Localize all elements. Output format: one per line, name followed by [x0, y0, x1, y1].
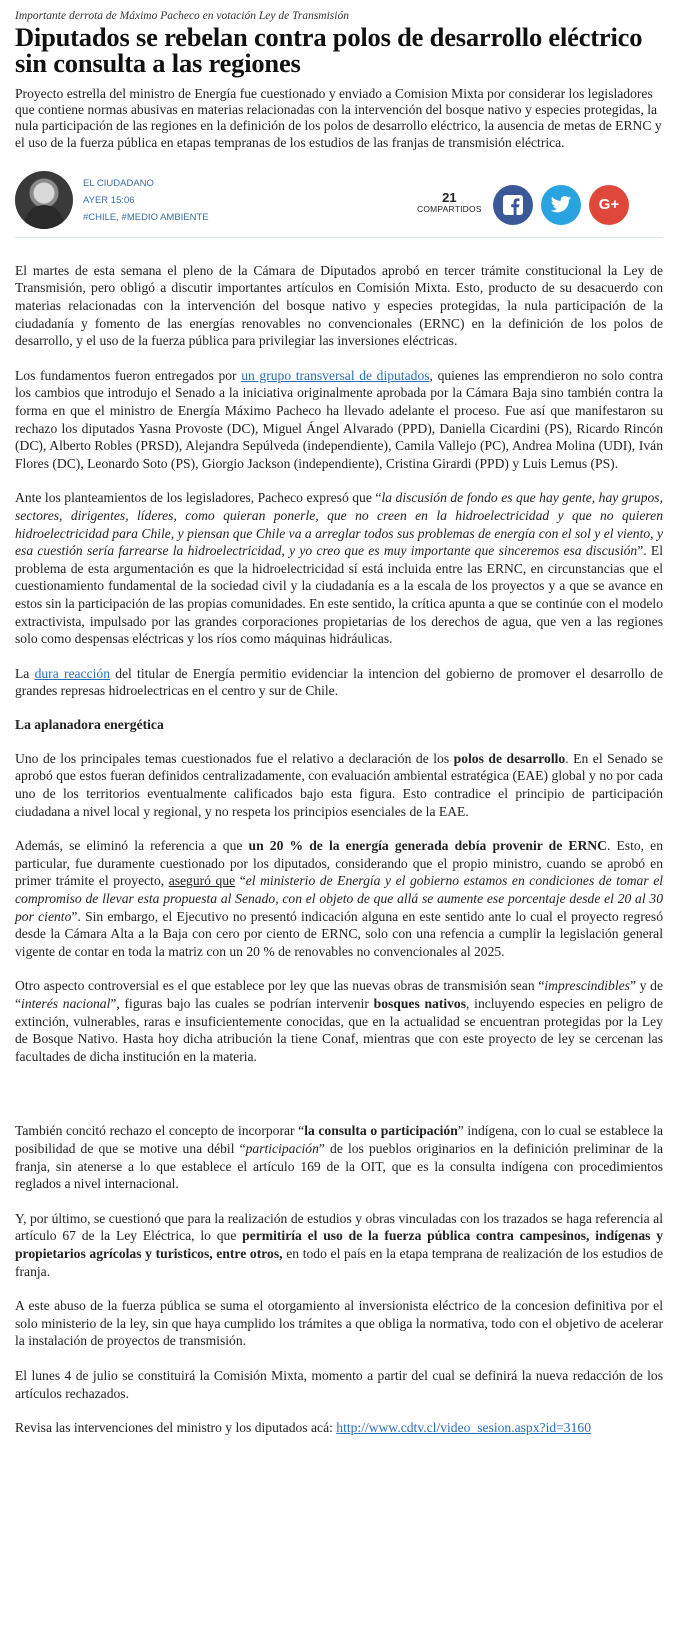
facebook-share-button[interactable]	[493, 185, 533, 225]
aseguro-que-underline[interactable]: aseguró que	[168, 873, 236, 889]
polos-desarrollo-bold: polos de desarrollo	[453, 750, 566, 766]
consulta-bold: la consulta o participación	[304, 1123, 458, 1139]
paragraph-2-text-a: Los fundamentos fueron entregados por	[15, 367, 242, 383]
participacion-italic: participación	[245, 1140, 319, 1156]
paragraph-9-text-a: Y, por último, se cuestionó que para la realización de estudios y obras vinculadas con los trazados se haga referencia al artículo 67 de la Ley Eléctrica, lo que	[15, 1210, 663, 1244]
ministro-quote: el ministerio de Energía y el gobierno estamos en condiciones de tomar el compromiso de llevar esta propuesta al Senado, con el objeto de que allá se aumente ese porcentaje desde el 20 al 30 por ciento	[15, 873, 664, 924]
share-counter	[417, 191, 482, 215]
link-cdtv-video[interactable]: http://www.cdtv.cl/video_sesion.aspx?id=3160	[336, 1420, 591, 1436]
article-kicker: Importante derrota de Máximo Pacheco en votación Ley de Transmisión	[15, 10, 349, 22]
paragraph-7	[15, 977, 663, 1065]
meta-info	[83, 175, 209, 226]
paragraph-7-text-b: ” y de “	[15, 978, 663, 1011]
section-heading-aplanadora: La aplanadora energética	[15, 716, 164, 732]
article-meta	[15, 167, 663, 238]
twitter-share-button[interactable]	[541, 185, 581, 225]
google-plus-icon: G+	[598, 196, 620, 214]
paragraph-8-text-b: ” indígena, con lo cual se establece la posibilidad de que se motive una débil “	[15, 1123, 663, 1156]
paragraph-3-text-a: Ante los planteamientos de los legisladores, Pacheco expresó que “	[15, 490, 382, 506]
imprescindibles-italic: imprescindibles	[544, 978, 630, 994]
paragraph-6-text-c: “	[235, 873, 246, 889]
paragraph-12	[15, 1419, 663, 1437]
share-count: 21	[442, 189, 457, 205]
article-body	[15, 262, 663, 1437]
fuerza-publica-bold: permitiría el uso de la fuerza pública contra campesinos, indígenas y propietarios agrícolas y turisticos, entre otros,	[15, 1228, 663, 1261]
paragraph-2	[15, 367, 663, 473]
paragraph-8-text-c: ” de los pueblos originarios en la definición preliminar de la franja, sin atenerse a lo que establece el artículo 169 de la OIT, que es la consulta indígena con procedimientos reglados a nivel internacional.	[15, 1140, 663, 1192]
paragraph-9	[15, 1210, 663, 1280]
pacheco-quote: la discusión de fondo es que hay gente, hay grupos, sectores, dirigentes, líderes, como quieran ponerle, que no creen en la hidroelectricidad y que no quieren hidroelectricidad para Chile, y piensan que Chile va a arreglar todos sus problemas de energía con el sol y el viento, y esa cuestión sería farrearse la hidroelectricidad, y yo creo que es muy importante que sinceremos esa discusión	[15, 490, 663, 559]
paragraph-4-text-a: La	[15, 665, 35, 681]
paragraph-3	[15, 489, 663, 647]
paragraph-7-text-c: ”, figuras bajo las cuales se podrían intervenir	[110, 996, 374, 1011]
paragraph-1: El martes de esta semana el pleno de la Cámara de Diputados aprobó en tercer trámite constitucional la Ley de Transmisión, pero obligó a discutir importantes artículos en Comisión Mixta. Esto, producto de su desacuerdo con materias relacionadas con la intervención del bosque nativo y especies protegidas, la nula participación de la ciudadanía y fomento de las energías renovables no convencionales (ERNC) en la definición de los polos de desarrollo, y el uso de la fuerza pública para privilegiar las inversiones eléctricas.	[15, 262, 663, 349]
article-lead: Proyecto estrella del ministro de Energía fue cuestionado y enviado a Comision Mixta por considerar los legisladores que contiene normas abusivas en materias relacionadas con la intervención del bosque nativo y especies protegidas, la nula participación de las regiones en la definición de los polos de desarrollo eléctrico, la ausencia de metas de ERNC y el uso de la fuerza pública en etapas tempranas de los estudios de las franjas de transmisión eléctrica.	[15, 86, 662, 150]
article-tags[interactable]: #CHILE, #MEDIO AMBIENTE	[83, 211, 209, 223]
spacer	[15, 1082, 663, 1122]
publish-date: AYER 15:06	[83, 194, 135, 206]
twitter-icon	[550, 195, 572, 215]
paragraph-12-text-a: Revisa las intervenciones del ministro y los diputados acá:	[15, 1420, 337, 1436]
paragraph-7-text-d: , incluyendo especies en peligro de extinción, vulnerables, raras e insuficientemente conocidas, que en la actualidad se encuentran protegidas por la Ley de Bosque Nativo. Hasta hoy dicha atribución la tiene Conaf, mientras que con este proyecto de ley se cercenan las facultades de dicha institución en la materia.	[15, 996, 663, 1064]
paragraph-6-text-d: ”. Sin embargo, el Ejecutivo no presentó indicación alguna en este sentido ante lo cual el proyecto regresó desde la Cámara Alta a la Baja con cero por ciento de ERNC, solo con una refencia a cumplir la legislación general vigente de contar en toda la matriz con un 20 % de renovables no convencionales al 2025.	[15, 908, 663, 959]
facebook-icon	[502, 194, 524, 216]
googleplus-share-button[interactable]	[589, 185, 629, 225]
link-grupo-transversal[interactable]: un grupo transversal de diputados	[241, 367, 430, 383]
paragraph-8-text-a: También concitó rechazo el concepto de incorporar “	[15, 1123, 305, 1139]
ernc-20-bold: un 20 % de la energía generada debía provenir de ERNC	[248, 838, 607, 854]
link-dura-reaccion[interactable]: dura reacción	[34, 665, 110, 681]
paragraph-5-text-a: Uno de los principales temas cuestionados fue el relativo a declaración de los	[15, 750, 454, 766]
paragraph-6-text-a: Además, se eliminó la referencia a que	[15, 838, 249, 854]
paragraph-9-text-b: en todo el país en la etapa temprana de realización de los estudios de franja.	[15, 1245, 663, 1279]
paragraph-10: A este abuso de la fuerza pública se suma el otorgamiento al inversionista eléctrico de la concesion definitiva por el solo ministerio de la ley, sin que haya cumplido los trámites a que obliga la normativa, todo con el objetivo de acelerar la instalación de proyectos de transmisión.	[15, 1298, 663, 1349]
paragraph-4	[15, 665, 663, 700]
paragraph-4-text-b: del titular de Energía permitio evidenciar la intencion del gobierno de promover el desarrollo de grandes represas hidroelectricas en el centro y sur de Chile.	[15, 665, 663, 699]
paragraph-11: El lunes 4 de julio se constituirá la Comisión Mixta, momento a partir del cual se definirá la nueva redacción de los artículos rechazados.	[15, 1367, 663, 1401]
paragraph-5	[15, 750, 663, 820]
author-name[interactable]: EL CIUDADANO	[83, 177, 154, 189]
author-avatar[interactable]	[15, 171, 73, 229]
paragraph-8	[15, 1122, 663, 1192]
paragraph-6	[15, 837, 663, 960]
paragraph-7-text-a: Otro aspecto controversial es el que establece por ley que las nuevas obras de transmisión sean “	[15, 978, 545, 994]
interes-nacional-italic: interés nacional	[21, 996, 111, 1011]
paragraph-3-text-b: ”. El problema de esta argumentación es que la hidroelectricidad sí está incluida entre las ERNC, en circunstancias que el cuestionamiento fundamental de la sociedad civil y la ciudadanía es a la escala de los proyectos y a que se avance en estos sin la participación de las propias comunidades. En este sentido, la crítica apunta a que se continúe con el modelo extractivista, impulsado por las grandes corporaciones propietarias de los derechos de agua, que ven a las regiones solo como despensas eléctricas y los ríos como máquinas hidráulicas.	[15, 543, 663, 647]
bosques-nativos-bold: bosques nativos	[373, 996, 467, 1011]
article-title: Diputados se rebelan contra polos de desarrollo eléctrico sin consulta a las regiones	[15, 22, 643, 78]
paragraph-5-text-b: . En el Senado se aprobó que estos fueran definidos centralizadamente, con evaluación ambiental estratégica (EAE) global y no por cada uno de los territorios eventualmente calificados bajo esta figura. Esto contradice el principio de participación ciudadana a nivel local y regional, y no respeta los principios esenciales de la EAE.	[15, 750, 664, 819]
paragraph-2-text-b: , quienes las emprendieron no solo contra los cambios que introdujo el Senado a la iniciativa originalmente aprobada por la Cámara Baja sino también contra la forma en que el ministro de Energía Máximo Pacheco ha llevado adelante el proceso. Fue así que manifestaron su rechazo los diputados Yasna Provoste (DC), Miguel Ángel Alvarado (PPD), Daniella Cicardini (PS), Ricardo Rincón (DC), Alberto Robles (PRSD), Alejandra Sepúlveda (independiente), Camila Vallejo (PC), Andrea Molina (UDI), Iván Flores (DC), Leonardo Soto (PS), Giorgio Jackson (independiente), Cristina Girardi (PPD) y Luis Lemus (PS).	[15, 367, 663, 471]
share-label: COMPARTIDOS	[417, 203, 482, 214]
paragraph-6-text-b: . Esto, en particular, fue duramente cuestionado por los diputados, considerando que el propio ministro, cuando se aprobó en primer trámite el proyecto,	[15, 838, 663, 889]
